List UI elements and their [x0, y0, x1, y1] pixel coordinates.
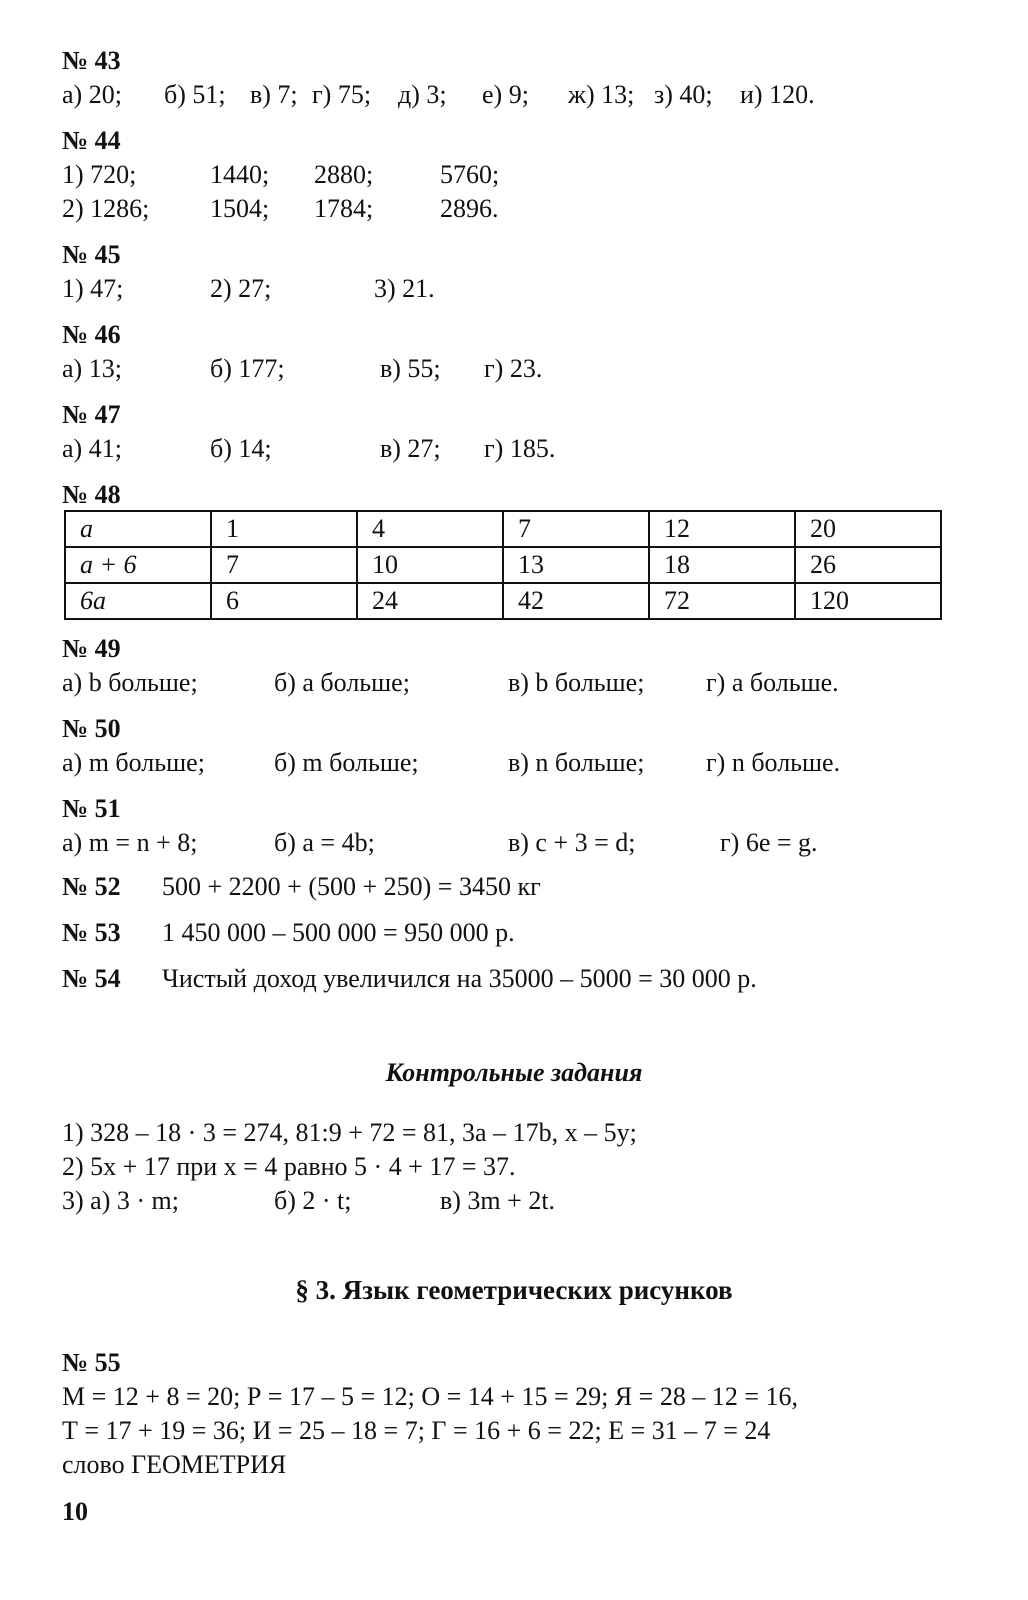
page-number: 10	[62, 1497, 88, 1526]
problem-number: № 52	[62, 872, 121, 901]
problem-number: № 51	[62, 794, 121, 823]
answer-item: а) 20;	[62, 80, 122, 109]
answer-row	[62, 826, 818, 860]
problem-48	[62, 478, 121, 512]
table-header-cell: a	[65, 511, 211, 547]
table-cell: 6	[211, 583, 357, 619]
answer-row	[62, 158, 500, 192]
table-row	[65, 583, 941, 619]
answer-item: а) m = n + 8;	[62, 828, 198, 857]
problem-46	[62, 318, 543, 386]
answer-item: 2) 27;	[210, 274, 272, 303]
problem-number: № 54	[62, 964, 121, 993]
answer-item: 3) 21.	[374, 274, 435, 303]
table-cell: 24	[357, 583, 503, 619]
answer-line: М = 12 + 8 = 20; Р = 17 – 5 = 12; О = 14 + 15 = 29; Я = 28 – 12 = 16,	[62, 1382, 798, 1411]
answer-line: 2) 5x + 17 при x = 4 равно 5 · 4 + 17 = 37.	[62, 1152, 516, 1181]
problem-number: № 53	[62, 918, 121, 947]
answer-item: 2896.	[440, 194, 499, 223]
problem-number: № 44	[62, 126, 121, 155]
answer-item: б) a больше;	[274, 668, 410, 697]
problem-answer: 1 450 000 – 500 000 = 950 000 р.	[162, 918, 515, 947]
answer-row	[62, 78, 815, 112]
problem-number: № 48	[62, 480, 121, 509]
problem-number: № 45	[62, 240, 121, 269]
answer-item: г) 6e = g.	[720, 828, 818, 857]
answer-item: 1) 720;	[62, 160, 137, 189]
answer-item: 3) а) 3 · m;	[62, 1186, 179, 1215]
answer-item: г) 75;	[312, 80, 372, 109]
problem-55	[62, 1346, 798, 1482]
problem-43	[62, 44, 815, 112]
answer-item: а) m больше;	[62, 748, 205, 777]
answer-row	[62, 1414, 771, 1448]
answer-item: ж) 13;	[568, 80, 635, 109]
table-cell: 12	[649, 511, 795, 547]
problem-answer: 500 + 2200 + (500 + 250) = 3450 кг	[162, 872, 541, 901]
problem-number: № 47	[62, 400, 121, 429]
problem-number: № 49	[62, 634, 121, 663]
table-cell: 42	[503, 583, 649, 619]
problem-52	[62, 870, 541, 904]
answer-item: д) 3;	[398, 80, 447, 109]
answer-item: г) a больше.	[706, 668, 839, 697]
answer-item: а) b больше;	[62, 668, 198, 697]
answer-item: 2) 1286;	[62, 194, 150, 223]
answer-item: 1440;	[210, 160, 270, 189]
table-row	[65, 547, 941, 583]
problem-49	[62, 632, 839, 700]
answer-row	[62, 1380, 798, 1414]
answer-row	[62, 192, 499, 226]
answer-item: в) 27;	[380, 434, 441, 463]
answer-item: а) 41;	[62, 434, 122, 463]
answer-row	[62, 432, 556, 466]
answer-item: 5760;	[440, 160, 500, 189]
answer-line: 1) 328 – 18 · 3 = 274, 81:9 + 72 = 81, 3a – 17b, x – 5y;	[62, 1118, 637, 1147]
answer-item: б) m больше;	[274, 748, 419, 777]
answer-item: е) 9;	[482, 80, 529, 109]
table-cell: 18	[649, 547, 795, 583]
answer-item: 2880;	[314, 160, 374, 189]
problem-53	[62, 916, 515, 950]
table-cell: 120	[795, 583, 941, 619]
answer-item: 1) 47;	[62, 274, 124, 303]
table-header-cell: a + 6	[65, 547, 211, 583]
problem-number: № 46	[62, 320, 121, 349]
table-cell: 7	[211, 547, 357, 583]
answer-item: а) 13;	[62, 354, 122, 383]
answer-row	[62, 746, 841, 780]
answer-row	[62, 352, 543, 386]
answer-row	[62, 666, 839, 700]
problem-answer: Чистый доход увеличился на 35000 – 5000 = 30 000 р.	[162, 964, 757, 993]
answer-item: в) b больше;	[508, 668, 645, 697]
table-row	[65, 511, 941, 547]
table-cell: 20	[795, 511, 941, 547]
table-cell: 72	[649, 583, 795, 619]
section-heading: § 3. Язык геометрических рисунков	[295, 1275, 733, 1305]
problem-54	[62, 962, 757, 996]
problem-47	[62, 398, 556, 466]
table-48	[64, 510, 942, 620]
problem-number: № 43	[62, 46, 121, 75]
answer-item: б) 177;	[210, 354, 285, 383]
answer-item: в) 7;	[250, 80, 298, 109]
answer-item: в) n больше;	[508, 748, 645, 777]
table-cell: 1	[211, 511, 357, 547]
table-cell: 7	[503, 511, 649, 547]
table-cell: 26	[795, 547, 941, 583]
problem-50	[62, 712, 841, 780]
answer-item: г) 185.	[484, 434, 556, 463]
table-cell: 10	[357, 547, 503, 583]
answer-item: 1504;	[210, 194, 270, 223]
table-header-cell: 6a	[65, 583, 211, 619]
answer-item: в) 55;	[380, 354, 441, 383]
answer-item: б) 51;	[164, 80, 226, 109]
answer-item: и) 120.	[740, 80, 815, 109]
answer-item: б) 2 · t;	[274, 1186, 352, 1215]
problem-number: № 50	[62, 714, 121, 743]
problem-51	[62, 792, 818, 860]
answer-item: в) c + 3 = d;	[508, 828, 636, 857]
answer-item: г) 23.	[484, 354, 543, 383]
problem-44	[62, 124, 500, 226]
problem-45	[62, 238, 435, 306]
control-tasks-heading: Контрольные задания	[385, 1058, 643, 1087]
table-cell: 4	[357, 511, 503, 547]
answer-item: г) n больше.	[706, 748, 841, 777]
answer-line: слово ГЕОМЕТРИЯ	[62, 1450, 287, 1479]
answer-item: 1784;	[314, 194, 374, 223]
answer-line: Т = 17 + 19 = 36; И = 25 – 18 = 7; Г = 16 + 6 = 22; Е = 31 – 7 = 24	[62, 1416, 771, 1445]
answer-item: б) 14;	[210, 434, 272, 463]
problem-number: № 55	[62, 1348, 121, 1377]
answer-row	[62, 1448, 287, 1482]
table-cell: 13	[503, 547, 649, 583]
answer-item: з) 40;	[654, 80, 713, 109]
answer-item: в) 3m + 2t.	[440, 1186, 556, 1215]
answer-row	[62, 272, 435, 306]
answer-item: б) a = 4b;	[274, 828, 375, 857]
